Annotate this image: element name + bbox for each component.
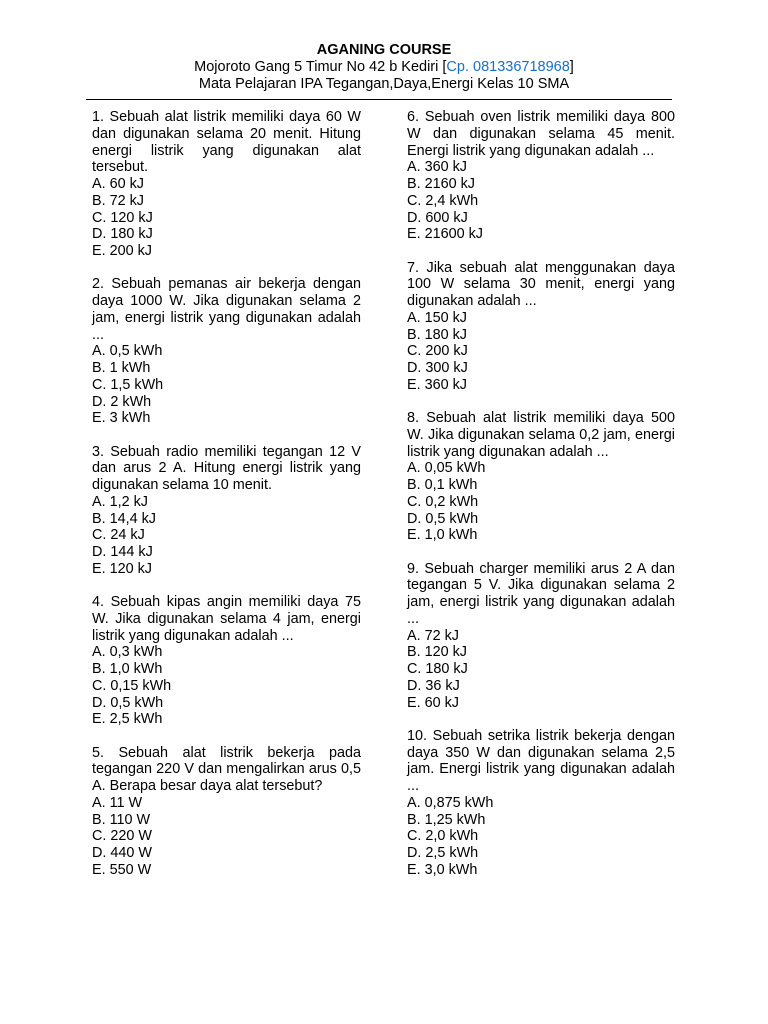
answer-option: E. 3 kWh xyxy=(92,410,151,427)
answer-option: D. 36 kJ xyxy=(407,677,460,694)
answer-option: B. 110 W xyxy=(92,811,151,828)
answer-option: C. 0,15 kWh xyxy=(92,677,172,694)
answer-option: D. 2 kWh xyxy=(92,393,152,410)
answer-option: A. 150 kJ xyxy=(407,309,467,326)
answer-option: C. 24 kJ xyxy=(92,527,145,544)
question-stem: 8. Sebuah alat listrik memiliki daya 500 W. Jika digunakan selama 0,2 jam, energi listrik yang digunakan adalah ... xyxy=(407,410,675,460)
answer-option: B. 1 kWh xyxy=(92,360,151,376)
answer-option: D. 180 kJ xyxy=(92,226,153,243)
answer-option: B. 1,25 kWh xyxy=(407,811,486,828)
address-text: Mojoroto Gang 5 Timur No 42 b Kediri [ xyxy=(194,59,447,75)
question-3 xyxy=(92,444,361,578)
answer-option: C. 2,0 kWh xyxy=(407,828,479,845)
answer-option: C. 2,4 kWh xyxy=(407,192,479,209)
answer-option: B. 0,1 kWh xyxy=(407,477,478,493)
document-header xyxy=(0,42,768,93)
question-1 xyxy=(92,109,361,260)
answer-option: E. 3,0 kWh xyxy=(407,861,478,878)
answer-option: C. 0,2 kWh xyxy=(407,493,479,510)
answer-option: D. 0,5 kWh xyxy=(92,694,164,711)
subject-line: Mata Pelajaran IPA Tegangan,Daya,Energi Kelas 10 SMA xyxy=(198,76,570,92)
answer-option: B. 1,0 kWh xyxy=(92,661,163,677)
answer-option: D. 2,5 kWh xyxy=(407,845,479,861)
answer-option: E. 550 W xyxy=(92,861,152,878)
question-8 xyxy=(407,410,675,544)
answer-option: A. 360 kJ xyxy=(407,159,467,176)
answer-option: C. 200 kJ xyxy=(407,343,468,360)
answer-option: C. 220 W xyxy=(92,828,152,845)
answer-option: B. 72 kJ xyxy=(92,192,144,209)
question-stem: 1. Sebuah alat listrik memiliki daya 60 W dan digunakan selama 20 menit. Hitung energi listrik yang digunakan alat tersebut. xyxy=(92,109,361,176)
answer-option: E. 200 kJ xyxy=(92,243,152,259)
answer-option: A. 60 kJ xyxy=(92,176,144,192)
address-close-bracket: ] xyxy=(569,59,574,75)
question-stem: 5. Sebuah alat listrik bekerja pada tegangan 220 V dan mengalirkan arus 0,5 A. Berapa besar daya alat tersebut? xyxy=(92,744,361,794)
course-title: AGANING COURSE xyxy=(316,42,452,58)
question-stem: 4. Sebuah kipas angin memiliki daya 75 W. Jika digunakan selama 4 jam, energi listrik yang digunakan adalah ... xyxy=(92,594,361,644)
question-5 xyxy=(92,745,361,879)
answer-option: E. 2,5 kWh xyxy=(92,711,163,728)
answer-option: B. 2160 kJ xyxy=(407,176,475,192)
answer-option: C. 1,5 kWh xyxy=(92,376,164,393)
answer-option: E. 21600 kJ xyxy=(407,226,484,243)
answer-option: E. 120 kJ xyxy=(92,560,152,577)
question-stem: 6. Sebuah oven listrik memiliki daya 800 W dan digunakan selama 45 menit. Energi listrik yang digunakan adalah ... xyxy=(407,109,675,159)
phone-number: Cp. 081336718968 xyxy=(446,59,570,75)
question-7 xyxy=(407,260,675,394)
answer-option: A. 11 W xyxy=(92,794,143,811)
question-stem: 7. Jika sebuah alat menggunakan daya 100 W selama 30 menit, energi yang digunakan adalah ... xyxy=(407,259,675,309)
answer-option: A. 0,875 kWh xyxy=(407,794,494,811)
answer-option: A. 0,5 kWh xyxy=(92,343,163,360)
question-10 xyxy=(407,728,675,879)
question-9 xyxy=(407,561,675,712)
question-stem: 10. Sebuah setrika listrik bekerja dengan daya 350 W dan digunakan selama 2,5 jam. Energi listrik yang digunakan adalah ... xyxy=(407,727,675,794)
answer-option: B. 120 kJ xyxy=(407,644,467,661)
answer-option: D. 300 kJ xyxy=(407,360,468,376)
question-6 xyxy=(407,109,675,243)
answer-option: C. 120 kJ xyxy=(92,209,153,226)
answer-option: D. 440 W xyxy=(92,845,152,861)
answer-option: A. 72 kJ xyxy=(407,627,459,644)
header-divider xyxy=(86,99,672,100)
answer-option: D. 144 kJ xyxy=(92,544,153,560)
left-column xyxy=(92,109,361,895)
answer-option: B. 14,4 kJ xyxy=(92,510,156,527)
question-2 xyxy=(92,276,361,427)
answer-option: A. 1,2 kJ xyxy=(92,493,148,510)
answer-option: D. 0,5 kWh xyxy=(407,510,479,527)
answer-option: E. 360 kJ xyxy=(407,376,467,393)
answer-option: B. 180 kJ xyxy=(407,326,467,343)
answer-option: A. 0,05 kWh xyxy=(407,460,486,477)
question-4 xyxy=(92,594,361,728)
answer-option: A. 0,3 kWh xyxy=(92,644,163,661)
answer-option: E. 60 kJ xyxy=(407,694,459,711)
answer-option: C. 180 kJ xyxy=(407,661,468,677)
answer-option: D. 600 kJ xyxy=(407,209,468,226)
question-stem: 9. Sebuah charger memiliki arus 2 A dan tegangan 5 V. Jika digunakan selama 2 jam, energi listrik yang digunakan adalah ... xyxy=(407,560,675,627)
answer-option: E. 1,0 kWh xyxy=(407,527,478,544)
question-stem: 3. Sebuah radio memiliki tegangan 12 V dan arus 2 A. Hitung energi listrik yang digunakan selama 10 menit. xyxy=(92,443,361,493)
address-line xyxy=(0,59,768,76)
question-stem: 2. Sebuah pemanas air bekerja dengan daya 1000 W. Jika digunakan selama 2 jam, energi listrik yang digunakan adalah ... xyxy=(92,276,361,343)
right-column xyxy=(407,109,675,895)
